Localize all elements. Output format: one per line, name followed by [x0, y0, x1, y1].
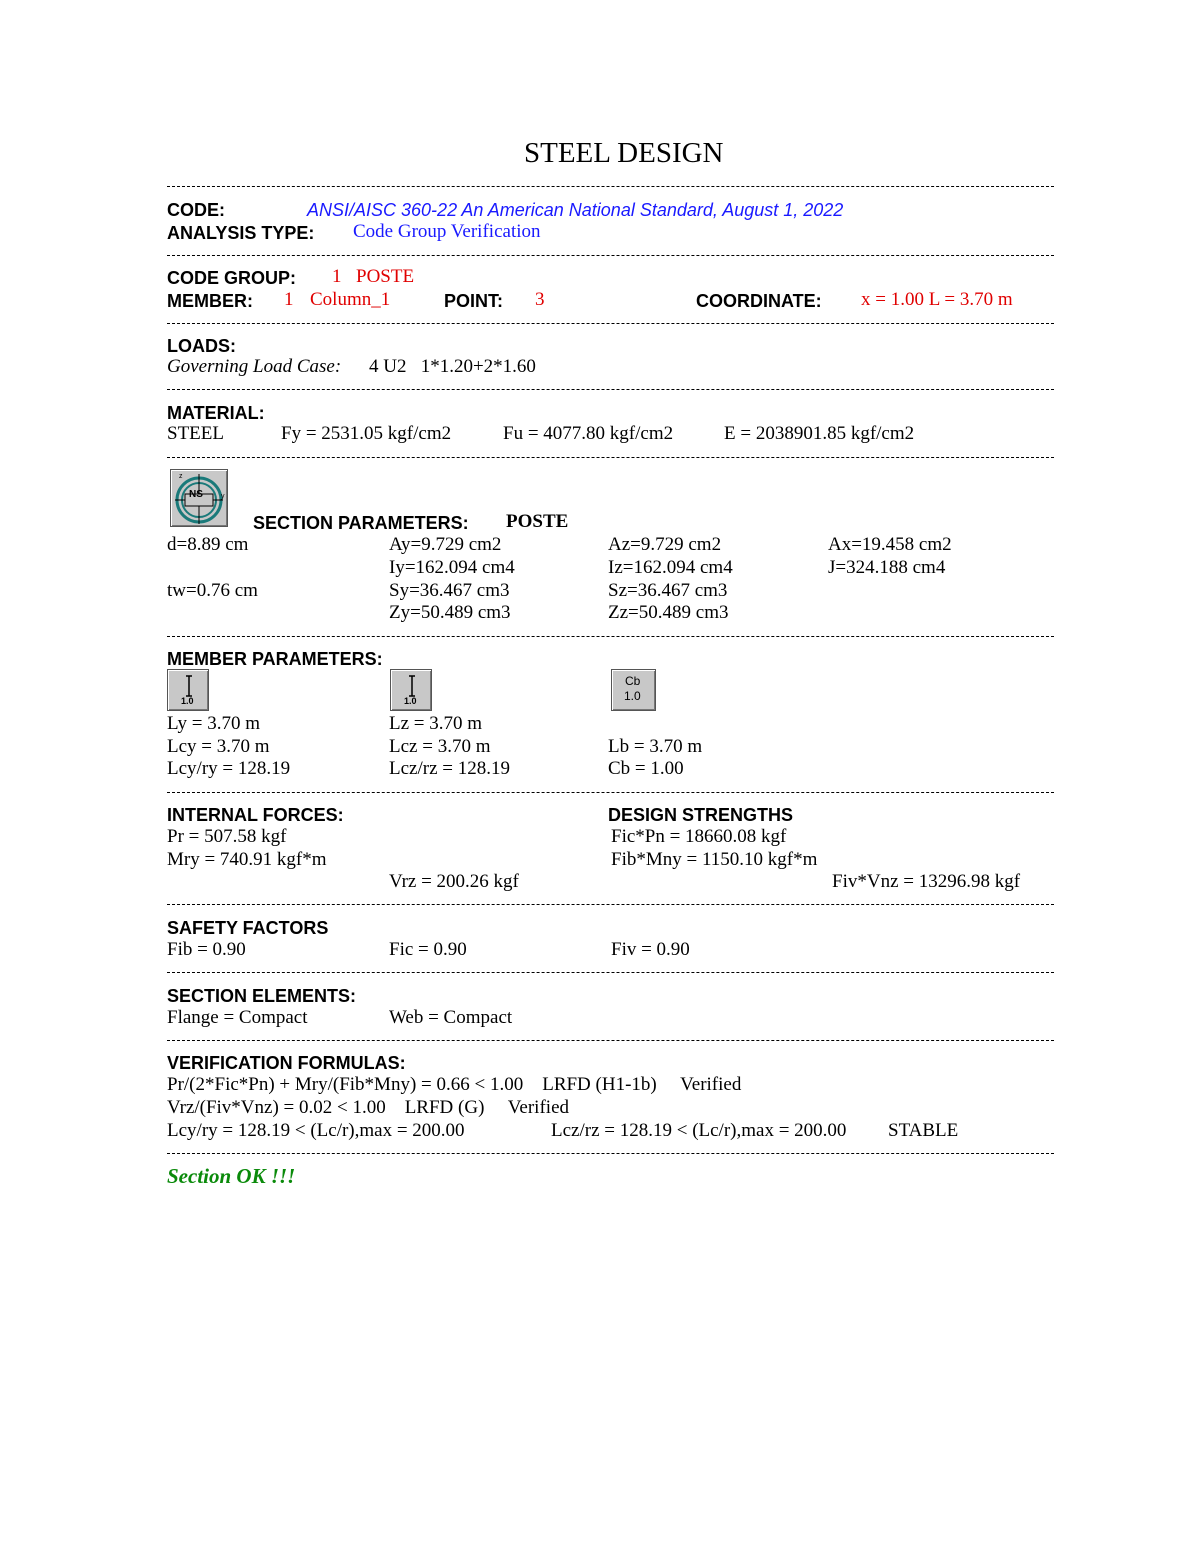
section-icon-text: NS — [189, 489, 203, 500]
divider — [167, 389, 1054, 390]
section-d: d=8.89 cm — [167, 534, 249, 555]
safety-factors-label: SAFETY FACTORS — [167, 918, 329, 938]
member-label: MEMBER: — [167, 291, 253, 311]
section-zy: Zy=50.489 cm3 — [389, 602, 511, 623]
section-sz: Sz=36.467 cm3 — [608, 580, 728, 601]
member-parameters-label: MEMBER PARAMETERS: — [167, 649, 383, 669]
code-value: ANSI/AISC 360-22 An American National Standard, August 1, 2022 — [307, 200, 844, 220]
analysis-type-label: ANALYSIS TYPE: — [167, 223, 315, 243]
section-iy: Iy=162.094 cm4 — [389, 557, 515, 578]
safety-fib: Fib = 0.90 — [167, 939, 246, 960]
report-title: STEEL DESIGN — [524, 137, 724, 169]
cb-factor-icon — [611, 669, 656, 711]
analysis-type-value: Code Group Verification — [353, 221, 541, 242]
code-group-label: CODE GROUP: — [167, 268, 297, 288]
strength-fiv-vnz: Fiv*Vnz = 13296.98 kgf — [832, 871, 1021, 892]
divider — [167, 972, 1054, 973]
divider — [167, 323, 1054, 324]
section-az: Az=9.729 cm2 — [608, 534, 722, 555]
force-vrz: Vrz = 200.26 kgf — [389, 871, 519, 892]
result-status: Section OK !!! — [167, 1164, 296, 1188]
param-lcy: Lcy = 3.70 m — [167, 736, 270, 757]
force-mry: Mry = 740.91 kgf*m — [167, 849, 327, 870]
point-value: 3 — [535, 289, 545, 310]
element-web: Web = Compact — [389, 1007, 513, 1028]
buckling-length-z-icon — [390, 669, 432, 711]
svg-text:y: y — [221, 493, 225, 500]
section-ax: Ax=19.458 cm2 — [828, 534, 952, 555]
section-zz: Zz=50.489 cm3 — [608, 602, 729, 623]
point-label: POINT: — [444, 291, 504, 311]
divider — [167, 792, 1054, 793]
safety-fiv: Fiv = 0.90 — [611, 939, 690, 960]
divider — [167, 1040, 1054, 1041]
param-lcz-rz: Lcz/rz = 128.19 — [389, 758, 510, 779]
pipe-section-icon — [170, 469, 228, 527]
strength-fib-mny: Fib*Mny = 1150.10 kgf*m — [611, 849, 818, 870]
load-case-value: 4 U2 1*1.20+2*1.60 — [369, 356, 536, 377]
material-fy: Fy = 2531.05 kgf/cm2 — [281, 423, 452, 444]
section-tw: tw=0.76 cm — [167, 580, 258, 601]
verification-slenderness-y: Lcy/ry = 128.19 < (Lc/r),max = 200.00 — [167, 1120, 465, 1141]
coordinate-label: COORDINATE: — [696, 291, 822, 311]
verification-shear: Vrz/(Fiv*Vnz) = 0.02 < 1.00 LRFD (G) Verified — [167, 1097, 569, 1118]
verification-slenderness-z: Lcz/rz = 128.19 < (Lc/r),max = 200.00 — [551, 1120, 847, 1141]
design-strengths-label: DESIGN STRENGTHS — [608, 805, 794, 825]
member-number: 1 — [284, 289, 294, 310]
verification-formulas-label: VERIFICATION FORMULAS: — [167, 1053, 406, 1073]
divider — [167, 457, 1054, 458]
safety-fic: Fic = 0.90 — [389, 939, 467, 960]
param-lcz: Lcz = 3.70 m — [389, 736, 491, 757]
element-flange: Flange = Compact — [167, 1007, 308, 1028]
section-ay: Ay=9.729 cm2 — [389, 534, 502, 555]
material-name: STEEL — [167, 423, 224, 444]
icon-label: 1.0 — [181, 696, 194, 706]
buckling-length-y-icon — [167, 669, 209, 711]
load-case-label: Governing Load Case: — [167, 356, 342, 377]
force-pr: Pr = 507.58 kgf — [167, 826, 287, 847]
section-name: POSTE — [506, 511, 569, 532]
divider — [167, 186, 1054, 187]
param-ly: Ly = 3.70 m — [167, 713, 261, 734]
internal-forces-label: INTERNAL FORCES: — [167, 805, 344, 825]
icon-label: 1.0 — [404, 696, 417, 706]
material-fu: Fu = 4077.80 kgf/cm2 — [503, 423, 674, 444]
divider — [167, 636, 1054, 637]
stability-status: STABLE — [888, 1120, 959, 1141]
loads-label: LOADS: — [167, 336, 236, 356]
param-cb: Cb = 1.00 — [608, 758, 684, 779]
verification-interaction: Pr/(2*Fic*Pn) + Mry/(Fib*Mny) = 0.66 < 1.00 LRFD (H1-1b) Verified — [167, 1074, 742, 1095]
section-iz: Iz=162.094 cm4 — [608, 557, 733, 578]
code-group-number: 1 — [332, 266, 342, 287]
section-elements-label: SECTION ELEMENTS: — [167, 986, 357, 1006]
code-group-name: POSTE — [356, 266, 415, 287]
coordinate-value: x = 1.00 L = 3.70 m — [861, 289, 1013, 310]
param-lz: Lz = 3.70 m — [389, 713, 483, 734]
material-e: E = 2038901.85 kgf/cm2 — [724, 423, 915, 444]
icon-label: Cb — [625, 674, 641, 688]
section-j: J=324.188 cm4 — [828, 557, 946, 578]
member-name: Column_1 — [310, 289, 391, 310]
material-label: MATERIAL: — [167, 403, 265, 423]
strength-fic-pn: Fic*Pn = 18660.08 kgf — [611, 826, 787, 847]
divider — [167, 904, 1054, 905]
code-label: CODE: — [167, 200, 225, 220]
section-parameters-label: SECTION PARAMETERS: — [253, 513, 469, 533]
section-sy: Sy=36.467 cm3 — [389, 580, 510, 601]
param-lcy-ry: Lcy/ry = 128.19 — [167, 758, 291, 779]
divider — [167, 255, 1054, 256]
param-lb: Lb = 3.70 m — [608, 736, 703, 757]
divider — [167, 1153, 1054, 1154]
svg-text:z: z — [179, 473, 183, 480]
icon-label: 1.0 — [624, 689, 641, 703]
